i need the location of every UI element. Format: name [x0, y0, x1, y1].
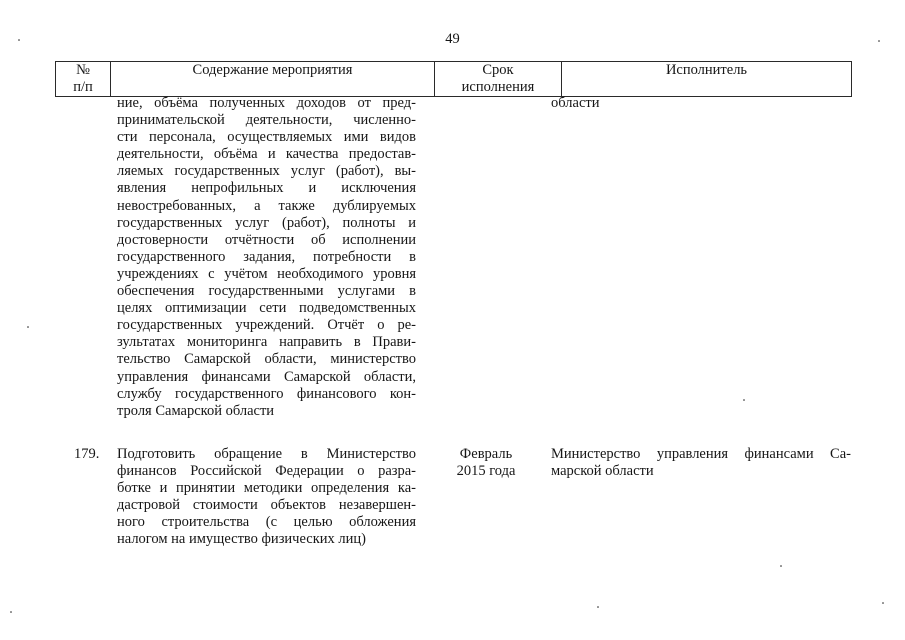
scan-speck	[878, 40, 880, 42]
content-line: достоверности отчётности об исполнении	[117, 231, 416, 248]
content-line: ляемых государственных услуг (работ), вы-	[117, 163, 416, 180]
table-header	[55, 61, 852, 97]
content-line: государственного задания, потребности в	[117, 248, 416, 265]
content-line: зультатах мониторинга направить в Прави-	[117, 334, 416, 351]
header-num-cell	[56, 62, 111, 97]
content-line: целях оптимизации сети подведомственных	[117, 300, 416, 317]
content-line: ние, объёма полученных доходов от пред-	[117, 95, 416, 111]
content-line: финансов Российской Федерации о разра-	[117, 463, 416, 480]
term-line: Февраль	[459, 446, 513, 462]
page-number: 49	[445, 31, 460, 47]
row2-number: 179.	[74, 446, 100, 462]
row2-executor	[551, 446, 851, 480]
scan-speck	[18, 39, 20, 41]
content-line: тельство Самарской области, министерство	[117, 351, 416, 368]
header-term-line2: исполнения	[461, 79, 535, 95]
header-executor-label: Исполнитель	[665, 62, 748, 78]
executor-line: Министерство управления финансами Са-	[551, 446, 851, 462]
header-num-line1: №	[76, 62, 90, 78]
content-line: Подготовить обращение в Министерство	[117, 446, 416, 462]
scan-speck	[882, 602, 884, 604]
header-content-cell	[111, 62, 435, 97]
header-executor-cell	[562, 62, 852, 97]
content-line: дастровой стоимости объектов незавершен-	[117, 497, 416, 514]
content-line: службу государственного финансового кон-	[117, 385, 416, 402]
scan-speck	[597, 606, 599, 608]
content-line: государственных учреждений. Отчёт о ре-	[117, 317, 416, 334]
row1-executor	[551, 95, 851, 112]
term-line: 2015 года	[456, 463, 516, 480]
header-num-line2: п/п	[73, 79, 93, 95]
row1-content	[117, 95, 416, 420]
content-line: сти персонала, осуществляемых ими видов	[117, 129, 416, 146]
header-content-label: Содержание мероприятия	[192, 62, 353, 78]
content-line: государственных услуг (работ), полноты и	[117, 214, 416, 231]
content-line: ного строительства (с целью обложения	[117, 514, 416, 531]
scan-speck	[743, 399, 745, 401]
scan-speck	[780, 565, 782, 567]
row2-term	[443, 446, 529, 480]
scan-speck	[10, 611, 12, 613]
content-line: невостребованных, а также дублируемых	[117, 197, 416, 214]
row2-content	[117, 446, 416, 549]
content-line: деятельности, объёма и качества предостав-	[117, 146, 416, 163]
content-line: ботке и принятии методики определения ка-	[117, 480, 416, 497]
executor-line: области	[551, 95, 600, 111]
content-line: принимательской деятельности, численно-	[117, 112, 416, 129]
content-line: троля Самарской области	[117, 402, 275, 419]
header-term-line1: Срок	[482, 62, 514, 78]
content-line: управления финансами Самарской области,	[117, 368, 416, 385]
executor-line: марской области	[551, 463, 654, 480]
content-line: налогом на имущество физических лиц)	[117, 531, 366, 548]
scan-speck	[27, 326, 29, 328]
content-line: явления непрофильных и исключения	[117, 180, 416, 197]
content-line: учреждениях с учётом необходимого уровня	[117, 265, 416, 282]
header-term-cell	[435, 62, 562, 97]
content-line: обеспечения государственными услугами в	[117, 283, 416, 300]
